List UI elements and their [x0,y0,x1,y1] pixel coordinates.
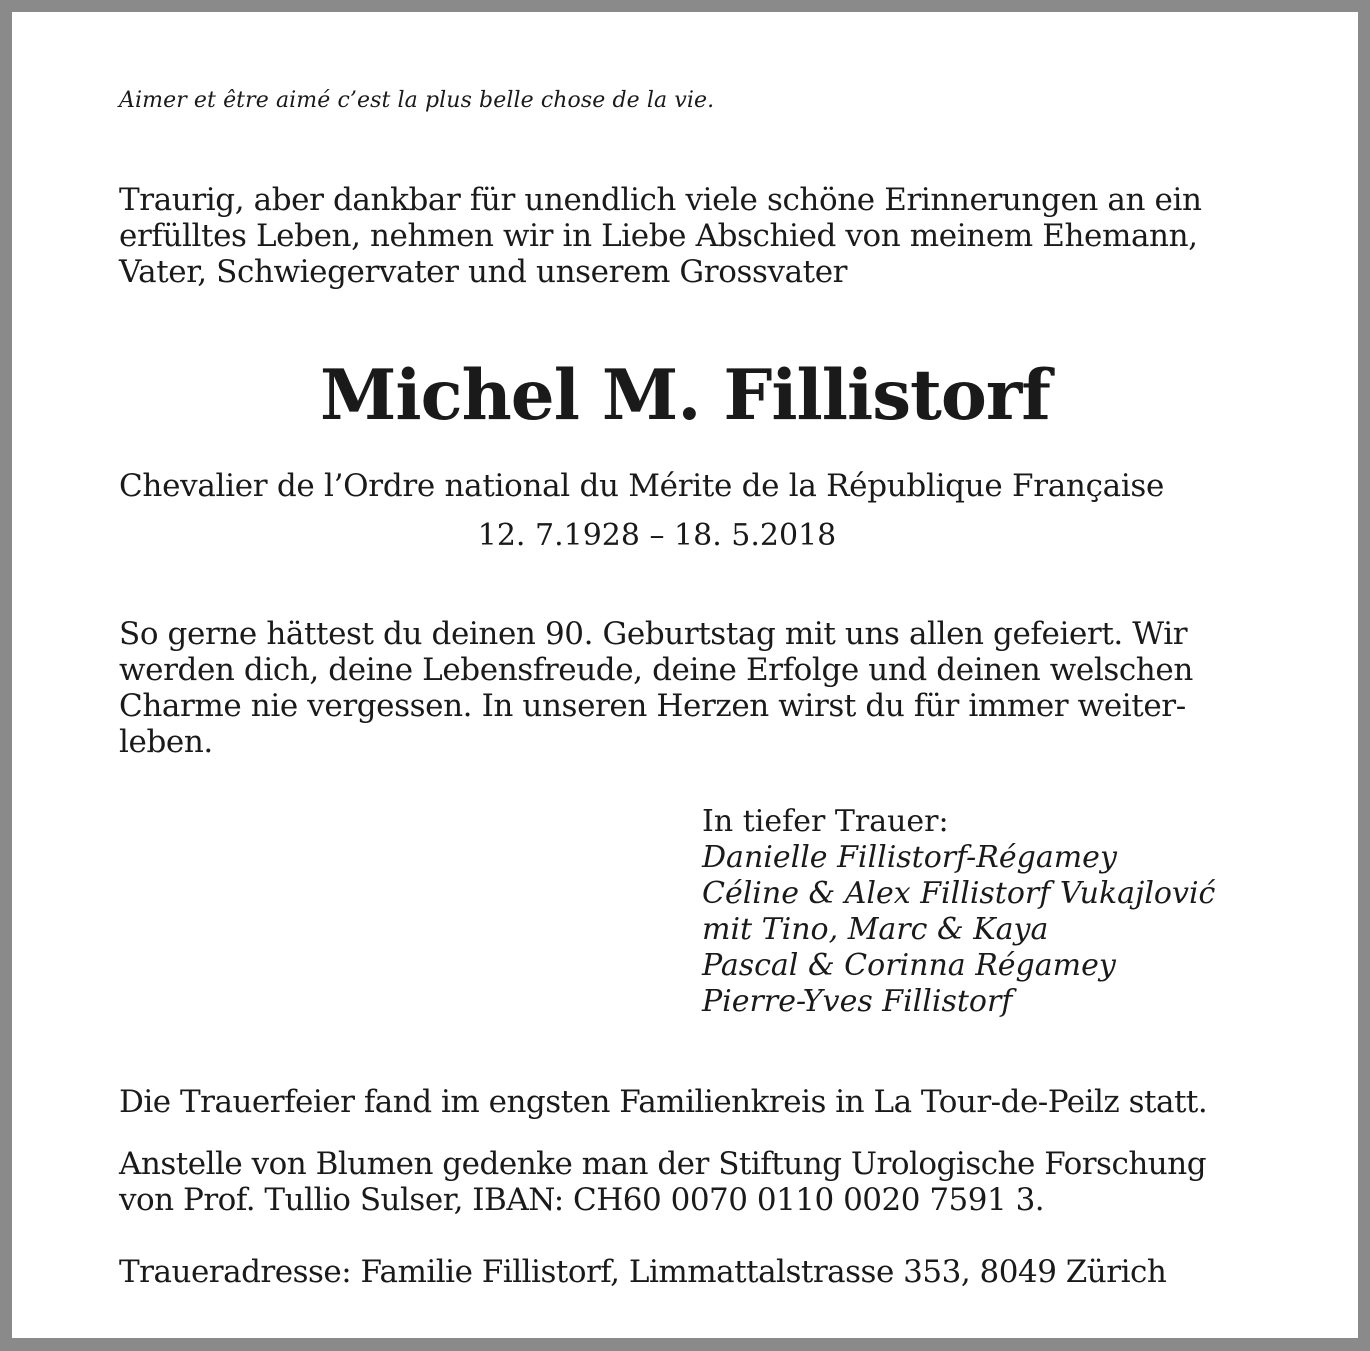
mourners-label: In tiefer Trauer: [702,804,949,839]
mourner-name: Danielle Fillistorf-Régamey [702,840,1117,875]
message-paragraph [119,616,1193,760]
message-line: leben. [119,724,213,760]
donation-line: von Prof. Tullio Sulser, IBAN: CH60 0070 0110 0020 7591 3. [119,1182,1045,1218]
message-line: So gerne hättest du deinen 90. Geburtstag mit uns allen gefeiert. Wir [119,616,1188,652]
life-dates: 12. 7.1928 – 18. 5.2018 [477,518,837,553]
honor-title: Chevalier de l’Ordre national du Mérite de la République Française [119,468,1165,504]
donation-note [119,1146,1206,1218]
mourner-name: Céline & Alex Fillistorf Vukajlović [702,876,1216,911]
mourner-name: Pascal & Corinna Régamey [702,948,1116,983]
obituary-page [12,12,1358,1338]
mourner-name: Pierre-Yves Fillistorf [702,984,1013,1019]
ceremony-note: Die Trauerfeier fand im engsten Familienkreis in La Tour-de-Peilz statt. [119,1084,1208,1120]
mourners-block [702,804,1215,1020]
intro-paragraph [119,182,1202,290]
mourning-address: Traueradresse: Familie Fillistorf, Limmattalstrasse 353, 8049 Zürich [119,1254,1167,1290]
intro-line: erfülltes Leben, nehmen wir in Liebe Abschied von meinem Ehemann, [119,218,1198,254]
intro-line: Vater, Schwiegervater und unserem Grossvater [119,254,848,290]
donation-line: Anstelle von Blumen gedenke man der Stiftung Urologische Forschung [119,1146,1207,1182]
motto-quote: Aimer et être aimé c’est la plus belle chose de la vie. [119,88,715,113]
message-line: werden dich, deine Lebensfreude, deine Erfolge und deinen welschen [119,652,1193,688]
message-line: Charme nie vergessen. In unseren Herzen wirst du für immer weiter- [119,688,1186,724]
mourner-name: mit Tino, Marc & Kaya [702,912,1049,947]
intro-line: Traurig, aber dankbar für unendlich viele schöne Erinnerungen an ein [119,182,1202,218]
deceased-name: Michel M. Fillistorf [320,355,1050,436]
